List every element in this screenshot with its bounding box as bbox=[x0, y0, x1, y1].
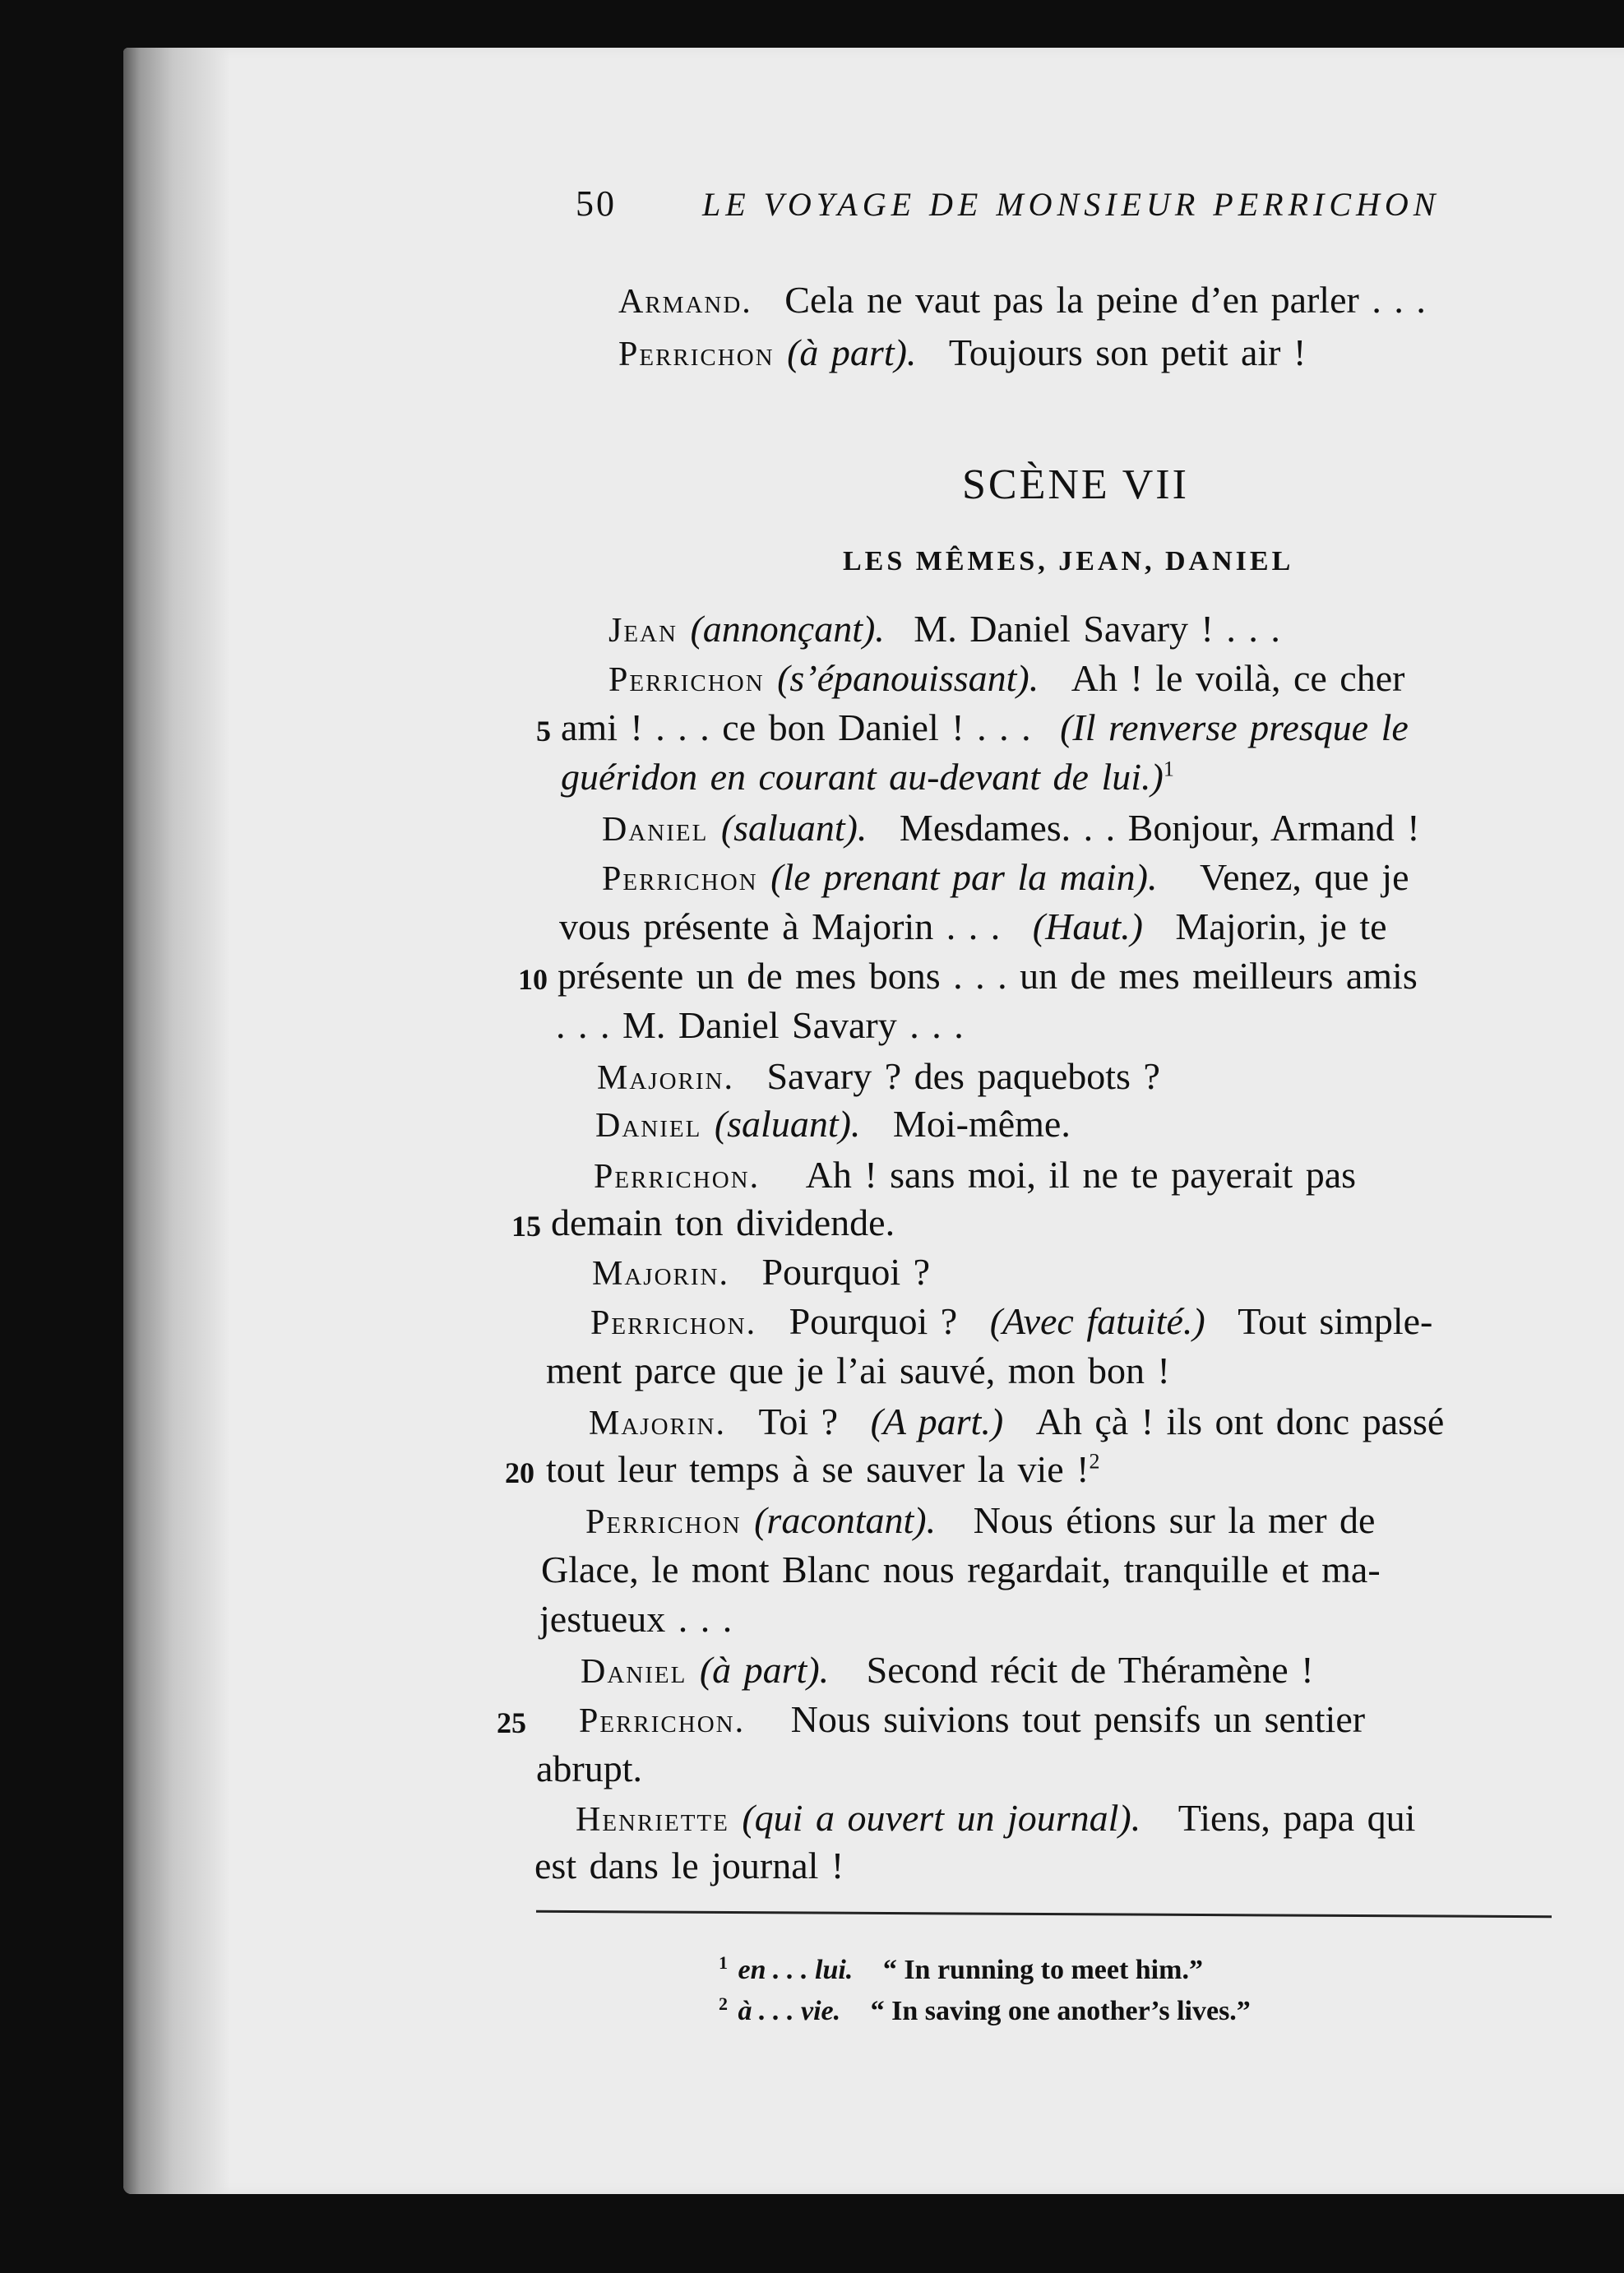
footnote-reference: en . . . lui. bbox=[738, 1955, 854, 1986]
dialogue-line bbox=[590, 1301, 1432, 1343]
speaker-name: Daniel bbox=[602, 811, 709, 849]
dialogue-line bbox=[595, 1104, 1071, 1146]
dialogue-text-continued: Tout simple- bbox=[1238, 1300, 1433, 1342]
dialogue-text: Toujours son petit air ! bbox=[948, 331, 1307, 373]
dialogue-line bbox=[546, 1350, 1170, 1392]
speaker-name: Majorin. bbox=[597, 1059, 734, 1097]
dialogue-text: Ah ! sans moi, il ne te payerait pas bbox=[805, 1154, 1357, 1196]
stage-direction: guéridon en courant au-devant de lui.) bbox=[561, 756, 1164, 798]
dialogue-text: Venez, que je bbox=[1200, 856, 1409, 898]
dialogue-text: Ah ! le voilà, ce cher bbox=[1071, 657, 1405, 699]
line-number: 20 bbox=[505, 1456, 534, 1489]
dialogue-line bbox=[597, 1056, 1160, 1098]
dialogue-text: Moi-même. bbox=[892, 1103, 1071, 1145]
speaker-name: Perrichon bbox=[585, 1503, 742, 1541]
footnote-gloss: “ In saving one another’s lives.” bbox=[870, 1996, 1251, 2027]
dialogue-text: Second récit de Théramène ! bbox=[866, 1649, 1314, 1691]
line-number: 15 bbox=[511, 1210, 541, 1243]
speaker-name: Perrichon. bbox=[594, 1158, 761, 1196]
dialogue-text: abrupt. bbox=[536, 1748, 643, 1789]
footnote-reference: à . . . vie. bbox=[738, 1996, 841, 2027]
speaker-name: Daniel bbox=[581, 1653, 687, 1691]
dialogue-line bbox=[608, 609, 1280, 650]
footnote bbox=[719, 1993, 1251, 2027]
stage-direction: (à part). bbox=[699, 1649, 830, 1691]
dialogue-text: Cela ne vaut pas la peine d’en parler . . . bbox=[784, 279, 1426, 321]
stage-direction: (s’épanouissant). bbox=[777, 657, 1039, 699]
dialogue-text: . . . M. Daniel Savary . . . bbox=[556, 1004, 964, 1046]
footnote-mark: 2 bbox=[719, 1993, 728, 2014]
dialogue-line bbox=[602, 857, 1409, 899]
stage-direction: (annonçant). bbox=[690, 608, 885, 650]
stage-direction: (Haut.) bbox=[1032, 905, 1143, 947]
running-title: LE VOYAGE DE MONSIEUR PERRICHON bbox=[702, 186, 1441, 223]
dialogue-text: Nous suivions tout pensifs un sentier bbox=[790, 1698, 1366, 1740]
dialogue-line bbox=[561, 757, 1174, 799]
speaker-name: Jean bbox=[608, 612, 678, 650]
dialogue-line bbox=[558, 956, 1418, 998]
stage-direction: (A part.) bbox=[870, 1400, 1004, 1442]
dialogue-text: M. Daniel Savary ! . . . bbox=[914, 608, 1280, 650]
running-head bbox=[576, 183, 1497, 225]
line-number: 10 bbox=[518, 963, 548, 996]
dialogue-line bbox=[594, 1155, 1356, 1197]
page-number: 50 bbox=[576, 183, 617, 224]
dialogue-text: présente un de mes bons . . . un de mes meilleurs amis bbox=[558, 955, 1418, 997]
dialogue-line bbox=[602, 808, 1420, 849]
dialogue-text: Glace, le mont Blanc nous regardait, tranquille et ma- bbox=[541, 1549, 1381, 1590]
dialogue-text: est dans le journal ! bbox=[534, 1845, 844, 1886]
speaker-name: Majorin. bbox=[589, 1405, 726, 1442]
footnote-gloss: “ In running to meet him.” bbox=[882, 1955, 1203, 1986]
speaker-name: Majorin. bbox=[592, 1255, 729, 1293]
dialogue-text: Tiens, papa qui bbox=[1178, 1797, 1416, 1839]
dialogue-line bbox=[576, 1798, 1415, 1840]
dialogue-line bbox=[561, 707, 1409, 749]
line-number: 5 bbox=[536, 715, 551, 748]
speaker-name: Perrichon bbox=[608, 661, 765, 699]
dialogue-line bbox=[536, 1748, 642, 1790]
dialogue-text: Nous étions sur la mer de bbox=[973, 1499, 1376, 1541]
dialogue-text: jestueux . . . bbox=[539, 1598, 733, 1640]
speaker-name: Daniel bbox=[595, 1107, 702, 1145]
dialogue-text-continued: Majorin, je te bbox=[1175, 905, 1387, 947]
dialogue-line bbox=[608, 658, 1404, 700]
footnote-marker: 1 bbox=[1163, 757, 1174, 781]
speaker-name: Henriette bbox=[576, 1801, 729, 1839]
speaker-name: Perrichon. bbox=[579, 1702, 746, 1740]
dialogue-line bbox=[534, 1845, 844, 1887]
speaker-name: Perrichon. bbox=[590, 1304, 757, 1342]
dialogue-line bbox=[585, 1500, 1375, 1542]
dialogue-text: Pourquoi ? bbox=[761, 1251, 931, 1293]
stage-direction: (saluant). bbox=[720, 807, 868, 849]
dialogue-line bbox=[618, 280, 1426, 322]
dialogue-line bbox=[551, 1202, 895, 1244]
scene-cast: LES MÊMES, JEAN, DANIEL bbox=[843, 546, 1294, 576]
speaker-name: Perrichon bbox=[618, 336, 775, 373]
dialogue-line bbox=[589, 1401, 1444, 1443]
footnote-rule bbox=[536, 1910, 1552, 1918]
speaker-name: Perrichon bbox=[602, 860, 758, 898]
dialogue-text: ment parce que je l’ai sauvé, mon bon ! bbox=[546, 1349, 1170, 1391]
dialogue-line bbox=[579, 1699, 1365, 1741]
stage-direction: (Il renverse presque le bbox=[1060, 706, 1409, 748]
dialogue-text: Pourquoi ? bbox=[789, 1300, 958, 1342]
speaker-name: Armand. bbox=[618, 283, 752, 321]
dialogue-text: tout leur temps à se sauver la vie ! bbox=[546, 1448, 1090, 1490]
dialogue-text-continued: Ah çà ! ils ont donc passé bbox=[1035, 1400, 1445, 1442]
dialogue-text: Toi ? bbox=[758, 1400, 839, 1442]
dialogue-line bbox=[592, 1252, 930, 1294]
stage-direction: (racontant). bbox=[754, 1499, 937, 1541]
footnote bbox=[719, 1952, 1203, 1986]
dialogue-line bbox=[556, 1005, 964, 1047]
dialogue-line bbox=[581, 1650, 1314, 1692]
scene-title: SCÈNE VII bbox=[962, 461, 1189, 508]
dialogue-line bbox=[539, 1599, 732, 1641]
stage-direction: (à part). bbox=[787, 331, 917, 373]
dialogue-line bbox=[559, 906, 1387, 948]
dialogue-line bbox=[618, 332, 1306, 374]
dialogue-text: Savary ? des paquebots ? bbox=[766, 1055, 1160, 1097]
dialogue-line bbox=[541, 1549, 1381, 1591]
stage-direction: (qui a ouvert un journal). bbox=[742, 1797, 1141, 1839]
footnote-mark: 1 bbox=[719, 1952, 728, 1973]
dialogue-text: ami ! . . . ce bon Daniel ! . . . bbox=[561, 706, 1031, 748]
stage-direction: (le prenant par la main). bbox=[770, 856, 1158, 898]
line-number: 25 bbox=[497, 1706, 526, 1739]
dialogue-text: Mesdames. . . Bonjour, Armand ! bbox=[899, 807, 1420, 849]
dialogue-text: vous présente à Majorin . . . bbox=[559, 905, 1001, 947]
dialogue-line bbox=[546, 1449, 1099, 1491]
dialogue-text: demain ton dividende. bbox=[551, 1201, 895, 1243]
stage-direction: (Avec fatuité.) bbox=[989, 1300, 1205, 1342]
footnote-marker: 2 bbox=[1089, 1449, 1100, 1474]
stage-direction: (saluant). bbox=[714, 1103, 861, 1145]
